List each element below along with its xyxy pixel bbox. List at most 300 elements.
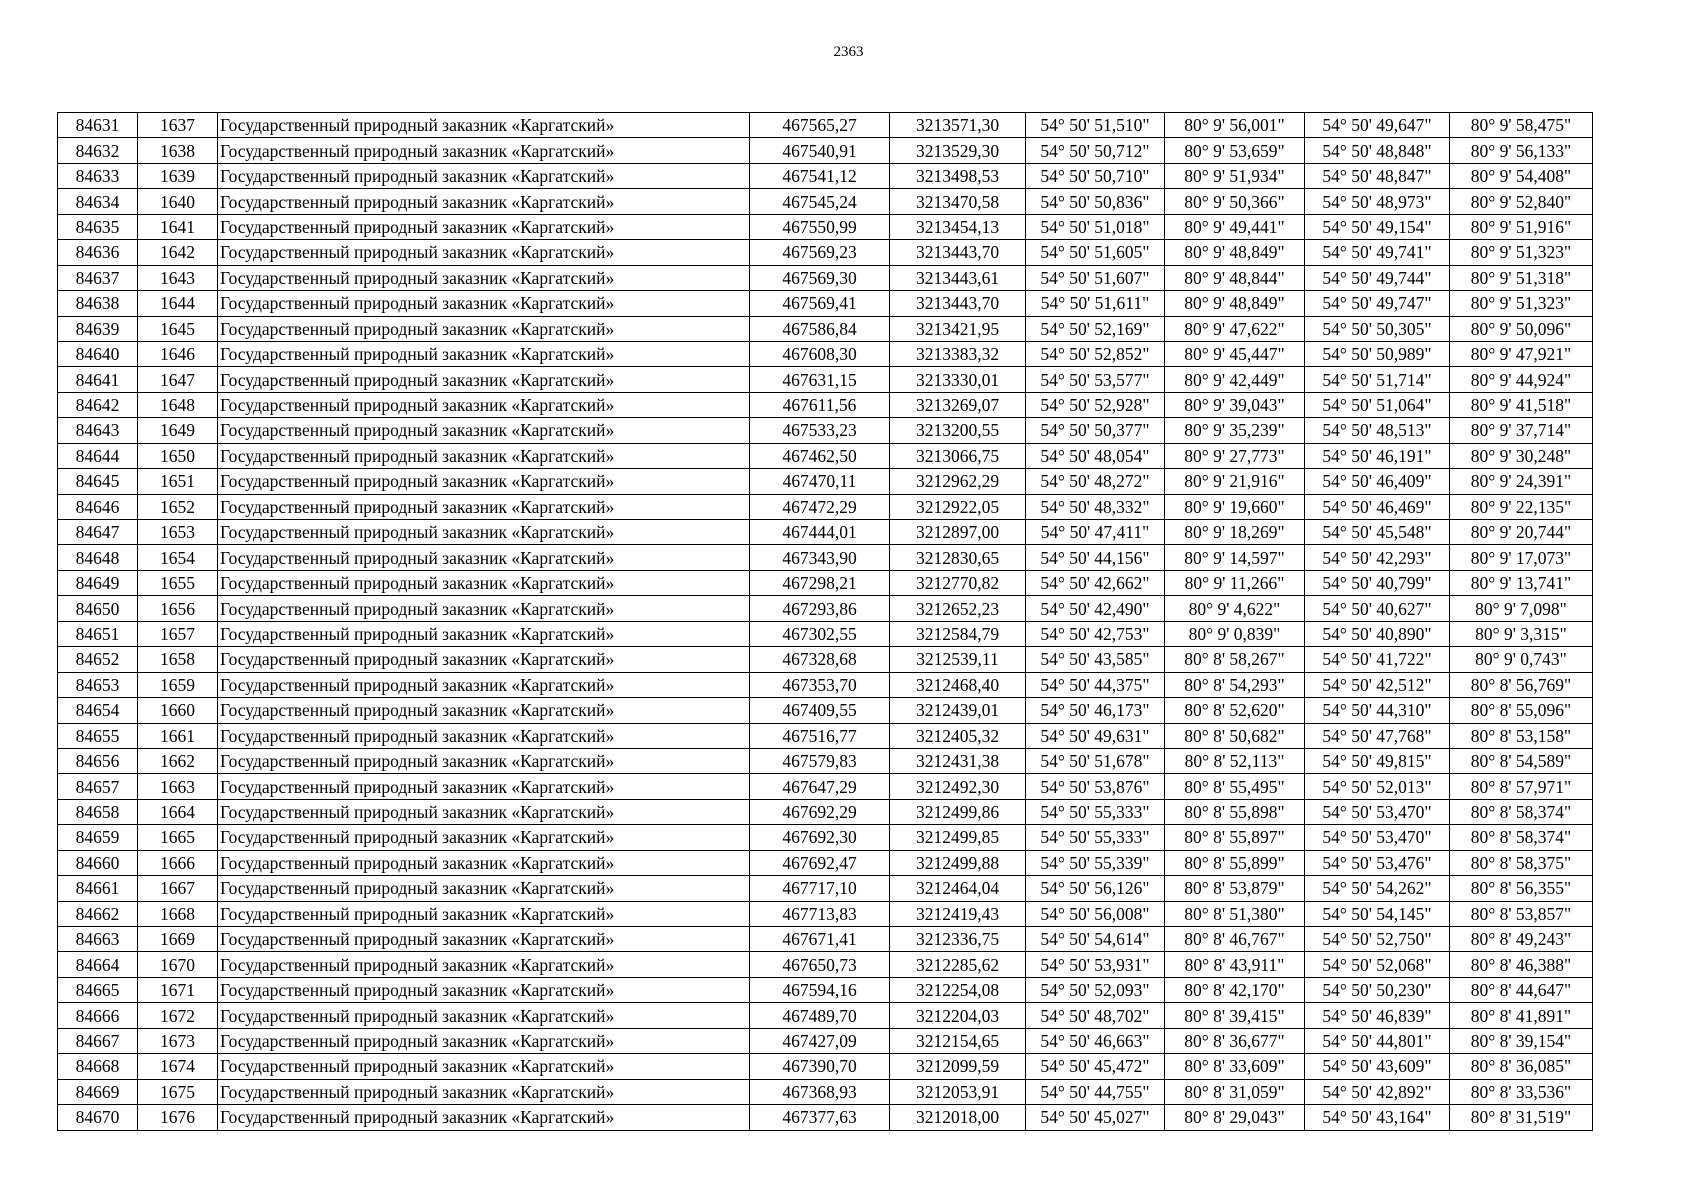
latitude-2-cell: 54° 50' 45,548" bbox=[1305, 520, 1450, 545]
point-number-cell: 1658 bbox=[138, 647, 218, 672]
y-coordinate-cell: 3212539,11 bbox=[890, 647, 1026, 672]
longitude-2-cell: 80° 8' 41,891" bbox=[1450, 1003, 1593, 1028]
object-name-cell: Государственный природный заказник «Каргатский» bbox=[218, 1003, 750, 1028]
longitude-1-cell: 80° 9' 48,844" bbox=[1165, 265, 1305, 290]
y-coordinate-cell: 3212053,91 bbox=[890, 1079, 1026, 1104]
row-number-cell: 84646 bbox=[58, 494, 138, 519]
object-name-cell: Государственный природный заказник «Каргатский» bbox=[218, 1054, 750, 1079]
longitude-1-cell: 80° 9' 45,447" bbox=[1165, 341, 1305, 366]
row-number-cell: 84640 bbox=[58, 341, 138, 366]
longitude-1-cell: 80° 9' 4,622" bbox=[1165, 596, 1305, 621]
row-number-cell: 84662 bbox=[58, 901, 138, 926]
table-row bbox=[58, 138, 1593, 163]
latitude-1-cell: 54° 50' 56,126" bbox=[1026, 876, 1165, 901]
point-number-cell: 1642 bbox=[138, 240, 218, 265]
table-row bbox=[58, 799, 1593, 824]
x-coordinate-cell: 467540,91 bbox=[750, 138, 890, 163]
x-coordinate-cell: 467462,50 bbox=[750, 443, 890, 468]
longitude-1-cell: 80° 8' 42,170" bbox=[1165, 977, 1305, 1002]
point-number-cell: 1638 bbox=[138, 138, 218, 163]
longitude-1-cell: 80° 8' 55,899" bbox=[1165, 850, 1305, 875]
row-number-cell: 84650 bbox=[58, 596, 138, 621]
table-row bbox=[58, 748, 1593, 773]
point-number-cell: 1673 bbox=[138, 1028, 218, 1053]
object-name-cell: Государственный природный заказник «Каргатский» bbox=[218, 952, 750, 977]
longitude-1-cell: 80° 8' 53,879" bbox=[1165, 876, 1305, 901]
row-number-cell: 84647 bbox=[58, 520, 138, 545]
table-row bbox=[58, 672, 1593, 697]
latitude-2-cell: 54° 50' 40,890" bbox=[1305, 621, 1450, 646]
y-coordinate-cell: 3212405,32 bbox=[890, 723, 1026, 748]
latitude-1-cell: 54° 50' 42,662" bbox=[1026, 570, 1165, 595]
y-coordinate-cell: 3212336,75 bbox=[890, 927, 1026, 952]
y-coordinate-cell: 3213443,70 bbox=[890, 240, 1026, 265]
table-row bbox=[58, 545, 1593, 570]
object-name-cell: Государственный природный заказник «Каргатский» bbox=[218, 494, 750, 519]
y-coordinate-cell: 3213443,70 bbox=[890, 291, 1026, 316]
row-number-cell: 84645 bbox=[58, 469, 138, 494]
y-coordinate-cell: 3213421,95 bbox=[890, 316, 1026, 341]
longitude-1-cell: 80° 8' 39,415" bbox=[1165, 1003, 1305, 1028]
table-row bbox=[58, 723, 1593, 748]
longitude-1-cell: 80° 9' 27,773" bbox=[1165, 443, 1305, 468]
point-number-cell: 1665 bbox=[138, 825, 218, 850]
object-name-cell: Государственный природный заказник «Каргатский» bbox=[218, 698, 750, 723]
longitude-1-cell: 80° 9' 47,622" bbox=[1165, 316, 1305, 341]
object-name-cell: Государственный природный заказник «Каргатский» bbox=[218, 672, 750, 697]
latitude-1-cell: 54° 50' 45,472" bbox=[1026, 1054, 1165, 1079]
latitude-2-cell: 54° 50' 47,768" bbox=[1305, 723, 1450, 748]
latitude-1-cell: 54° 50' 53,876" bbox=[1026, 774, 1165, 799]
object-name-cell: Государственный природный заказник «Каргатский» bbox=[218, 1028, 750, 1053]
longitude-2-cell: 80° 9' 20,744" bbox=[1450, 520, 1593, 545]
point-number-cell: 1675 bbox=[138, 1079, 218, 1104]
longitude-1-cell: 80° 8' 31,059" bbox=[1165, 1079, 1305, 1104]
row-number-cell: 84652 bbox=[58, 647, 138, 672]
point-number-cell: 1645 bbox=[138, 316, 218, 341]
longitude-1-cell: 80° 8' 55,898" bbox=[1165, 799, 1305, 824]
table-row bbox=[58, 901, 1593, 926]
x-coordinate-cell: 467353,70 bbox=[750, 672, 890, 697]
table-row bbox=[58, 570, 1593, 595]
x-coordinate-cell: 467611,56 bbox=[750, 392, 890, 417]
row-number-cell: 84651 bbox=[58, 621, 138, 646]
row-number-cell: 84670 bbox=[58, 1105, 138, 1130]
longitude-2-cell: 80° 8' 58,374" bbox=[1450, 799, 1593, 824]
object-name-cell: Государственный природный заказник «Каргатский» bbox=[218, 214, 750, 239]
table-row bbox=[58, 316, 1593, 341]
point-number-cell: 1647 bbox=[138, 367, 218, 392]
longitude-1-cell: 80° 8' 29,043" bbox=[1165, 1105, 1305, 1130]
latitude-2-cell: 54° 50' 53,476" bbox=[1305, 850, 1450, 875]
longitude-2-cell: 80° 8' 49,243" bbox=[1450, 927, 1593, 952]
table-row bbox=[58, 520, 1593, 545]
object-name-cell: Государственный природный заказник «Каргатский» bbox=[218, 825, 750, 850]
longitude-2-cell: 80° 8' 55,096" bbox=[1450, 698, 1593, 723]
latitude-1-cell: 54° 50' 52,928" bbox=[1026, 392, 1165, 417]
object-name-cell: Государственный природный заказник «Каргатский» bbox=[218, 520, 750, 545]
latitude-1-cell: 54° 50' 46,663" bbox=[1026, 1028, 1165, 1053]
table-row bbox=[58, 774, 1593, 799]
table-row bbox=[58, 494, 1593, 519]
longitude-2-cell: 80° 8' 54,589" bbox=[1450, 748, 1593, 773]
object-name-cell: Государственный природный заказник «Каргатский» bbox=[218, 977, 750, 1002]
latitude-2-cell: 54° 50' 42,512" bbox=[1305, 672, 1450, 697]
latitude-1-cell: 54° 50' 45,027" bbox=[1026, 1105, 1165, 1130]
latitude-2-cell: 54° 50' 53,470" bbox=[1305, 825, 1450, 850]
object-name-cell: Государственный природный заказник «Каргатский» bbox=[218, 265, 750, 290]
row-number-cell: 84657 bbox=[58, 774, 138, 799]
point-number-cell: 1651 bbox=[138, 469, 218, 494]
y-coordinate-cell: 3212897,00 bbox=[890, 520, 1026, 545]
x-coordinate-cell: 467579,83 bbox=[750, 748, 890, 773]
row-number-cell: 84656 bbox=[58, 748, 138, 773]
table-row bbox=[58, 469, 1593, 494]
y-coordinate-cell: 3212285,62 bbox=[890, 952, 1026, 977]
table-row bbox=[58, 825, 1593, 850]
object-name-cell: Государственный природный заказник «Каргатский» bbox=[218, 367, 750, 392]
latitude-2-cell: 54° 50' 46,839" bbox=[1305, 1003, 1450, 1028]
row-number-cell: 84649 bbox=[58, 570, 138, 595]
object-name-cell: Государственный природный заказник «Каргатский» bbox=[218, 341, 750, 366]
y-coordinate-cell: 3212830,65 bbox=[890, 545, 1026, 570]
longitude-2-cell: 80° 8' 58,374" bbox=[1450, 825, 1593, 850]
table-row bbox=[58, 240, 1593, 265]
x-coordinate-cell: 467470,11 bbox=[750, 469, 890, 494]
y-coordinate-cell: 3212018,00 bbox=[890, 1105, 1026, 1130]
point-number-cell: 1643 bbox=[138, 265, 218, 290]
longitude-1-cell: 80° 9' 49,441" bbox=[1165, 214, 1305, 239]
longitude-2-cell: 80° 9' 13,741" bbox=[1450, 570, 1593, 595]
longitude-2-cell: 80° 8' 58,375" bbox=[1450, 850, 1593, 875]
table-row bbox=[58, 291, 1593, 316]
x-coordinate-cell: 467472,29 bbox=[750, 494, 890, 519]
x-coordinate-cell: 467569,23 bbox=[750, 240, 890, 265]
object-name-cell: Государственный природный заказник «Каргатский» bbox=[218, 291, 750, 316]
point-number-cell: 1674 bbox=[138, 1054, 218, 1079]
point-number-cell: 1660 bbox=[138, 698, 218, 723]
point-number-cell: 1668 bbox=[138, 901, 218, 926]
object-name-cell: Государственный природный заказник «Каргатский» bbox=[218, 189, 750, 214]
y-coordinate-cell: 3212492,30 bbox=[890, 774, 1026, 799]
table-row bbox=[58, 1105, 1593, 1130]
object-name-cell: Государственный природный заказник «Каргатский» bbox=[218, 392, 750, 417]
x-coordinate-cell: 467343,90 bbox=[750, 545, 890, 570]
longitude-2-cell: 80° 9' 50,096" bbox=[1450, 316, 1593, 341]
latitude-2-cell: 54° 50' 42,293" bbox=[1305, 545, 1450, 570]
object-name-cell: Государственный природный заказник «Каргатский» bbox=[218, 163, 750, 188]
longitude-1-cell: 80° 9' 50,366" bbox=[1165, 189, 1305, 214]
object-name-cell: Государственный природный заказник «Каргатский» bbox=[218, 774, 750, 799]
row-number-cell: 84648 bbox=[58, 545, 138, 570]
row-number-cell: 84639 bbox=[58, 316, 138, 341]
x-coordinate-cell: 467444,01 bbox=[750, 520, 890, 545]
x-coordinate-cell: 467516,77 bbox=[750, 723, 890, 748]
x-coordinate-cell: 467293,86 bbox=[750, 596, 890, 621]
latitude-2-cell: 54° 50' 44,801" bbox=[1305, 1028, 1450, 1053]
latitude-1-cell: 54° 50' 44,375" bbox=[1026, 672, 1165, 697]
x-coordinate-cell: 467608,30 bbox=[750, 341, 890, 366]
latitude-1-cell: 54° 50' 42,753" bbox=[1026, 621, 1165, 646]
latitude-1-cell: 54° 50' 43,585" bbox=[1026, 647, 1165, 672]
longitude-1-cell: 80° 9' 11,266" bbox=[1165, 570, 1305, 595]
longitude-2-cell: 80° 9' 51,323" bbox=[1450, 240, 1593, 265]
x-coordinate-cell: 467409,55 bbox=[750, 698, 890, 723]
longitude-2-cell: 80° 8' 46,388" bbox=[1450, 952, 1593, 977]
x-coordinate-cell: 467717,10 bbox=[750, 876, 890, 901]
table-row bbox=[58, 927, 1593, 952]
longitude-1-cell: 80° 8' 51,380" bbox=[1165, 901, 1305, 926]
object-name-cell: Государственный природный заказник «Каргатский» bbox=[218, 570, 750, 595]
x-coordinate-cell: 467368,93 bbox=[750, 1079, 890, 1104]
table-row bbox=[58, 113, 1593, 138]
x-coordinate-cell: 467541,12 bbox=[750, 163, 890, 188]
row-number-cell: 84668 bbox=[58, 1054, 138, 1079]
latitude-1-cell: 54° 50' 44,156" bbox=[1026, 545, 1165, 570]
table-row bbox=[58, 265, 1593, 290]
point-number-cell: 1648 bbox=[138, 392, 218, 417]
point-number-cell: 1653 bbox=[138, 520, 218, 545]
x-coordinate-cell: 467647,29 bbox=[750, 774, 890, 799]
latitude-2-cell: 54° 50' 49,741" bbox=[1305, 240, 1450, 265]
point-number-cell: 1667 bbox=[138, 876, 218, 901]
latitude-2-cell: 54° 50' 40,627" bbox=[1305, 596, 1450, 621]
row-number-cell: 84654 bbox=[58, 698, 138, 723]
x-coordinate-cell: 467377,63 bbox=[750, 1105, 890, 1130]
y-coordinate-cell: 3213200,55 bbox=[890, 418, 1026, 443]
latitude-1-cell: 54° 50' 52,169" bbox=[1026, 316, 1165, 341]
row-number-cell: 84659 bbox=[58, 825, 138, 850]
x-coordinate-cell: 467565,27 bbox=[750, 113, 890, 138]
longitude-1-cell: 80° 9' 48,849" bbox=[1165, 291, 1305, 316]
latitude-2-cell: 54° 50' 50,989" bbox=[1305, 341, 1450, 366]
object-name-cell: Государственный природный заказник «Каргатский» bbox=[218, 545, 750, 570]
x-coordinate-cell: 467427,09 bbox=[750, 1028, 890, 1053]
longitude-1-cell: 80° 8' 55,897" bbox=[1165, 825, 1305, 850]
table-row bbox=[58, 977, 1593, 1002]
longitude-2-cell: 80° 9' 52,840" bbox=[1450, 189, 1593, 214]
longitude-1-cell: 80° 8' 46,767" bbox=[1165, 927, 1305, 952]
latitude-1-cell: 54° 50' 46,173" bbox=[1026, 698, 1165, 723]
object-name-cell: Государственный природный заказник «Каргатский» bbox=[218, 850, 750, 875]
y-coordinate-cell: 3213443,61 bbox=[890, 265, 1026, 290]
y-coordinate-cell: 3212499,86 bbox=[890, 799, 1026, 824]
latitude-2-cell: 54° 50' 52,013" bbox=[1305, 774, 1450, 799]
longitude-1-cell: 80° 9' 35,239" bbox=[1165, 418, 1305, 443]
latitude-2-cell: 54° 50' 53,470" bbox=[1305, 799, 1450, 824]
longitude-1-cell: 80° 9' 39,043" bbox=[1165, 392, 1305, 417]
y-coordinate-cell: 3212439,01 bbox=[890, 698, 1026, 723]
longitude-2-cell: 80° 8' 33,536" bbox=[1450, 1079, 1593, 1104]
latitude-2-cell: 54° 50' 49,647" bbox=[1305, 113, 1450, 138]
latitude-2-cell: 54° 50' 49,744" bbox=[1305, 265, 1450, 290]
longitude-2-cell: 80° 8' 53,857" bbox=[1450, 901, 1593, 926]
y-coordinate-cell: 3213498,53 bbox=[890, 163, 1026, 188]
longitude-2-cell: 80° 9' 51,916" bbox=[1450, 214, 1593, 239]
x-coordinate-cell: 467692,29 bbox=[750, 799, 890, 824]
longitude-1-cell: 80° 9' 0,839" bbox=[1165, 621, 1305, 646]
object-name-cell: Государственный природный заказник «Каргатский» bbox=[218, 927, 750, 952]
x-coordinate-cell: 467489,70 bbox=[750, 1003, 890, 1028]
latitude-2-cell: 54° 50' 52,750" bbox=[1305, 927, 1450, 952]
longitude-1-cell: 80° 8' 54,293" bbox=[1165, 672, 1305, 697]
y-coordinate-cell: 3212652,23 bbox=[890, 596, 1026, 621]
point-number-cell: 1676 bbox=[138, 1105, 218, 1130]
latitude-1-cell: 54° 50' 51,018" bbox=[1026, 214, 1165, 239]
latitude-2-cell: 54° 50' 48,513" bbox=[1305, 418, 1450, 443]
table-row bbox=[58, 698, 1593, 723]
y-coordinate-cell: 3212419,43 bbox=[890, 901, 1026, 926]
latitude-2-cell: 54° 50' 49,747" bbox=[1305, 291, 1450, 316]
object-name-cell: Государственный природный заказник «Каргатский» bbox=[218, 469, 750, 494]
longitude-2-cell: 80° 8' 56,355" bbox=[1450, 876, 1593, 901]
latitude-1-cell: 54° 50' 50,710" bbox=[1026, 163, 1165, 188]
longitude-2-cell: 80° 9' 24,391" bbox=[1450, 469, 1593, 494]
row-number-cell: 84666 bbox=[58, 1003, 138, 1028]
longitude-2-cell: 80° 8' 31,519" bbox=[1450, 1105, 1593, 1130]
object-name-cell: Государственный природный заказник «Каргатский» bbox=[218, 1105, 750, 1130]
point-number-cell: 1655 bbox=[138, 570, 218, 595]
row-number-cell: 84660 bbox=[58, 850, 138, 875]
table-row bbox=[58, 443, 1593, 468]
point-number-cell: 1640 bbox=[138, 189, 218, 214]
latitude-2-cell: 54° 50' 41,722" bbox=[1305, 647, 1450, 672]
y-coordinate-cell: 3212499,88 bbox=[890, 850, 1026, 875]
latitude-2-cell: 54° 50' 51,064" bbox=[1305, 392, 1450, 417]
x-coordinate-cell: 467390,70 bbox=[750, 1054, 890, 1079]
latitude-1-cell: 54° 50' 50,836" bbox=[1026, 189, 1165, 214]
point-number-cell: 1654 bbox=[138, 545, 218, 570]
longitude-1-cell: 80° 8' 55,495" bbox=[1165, 774, 1305, 799]
object-name-cell: Государственный природный заказник «Каргатский» bbox=[218, 647, 750, 672]
longitude-1-cell: 80° 9' 42,449" bbox=[1165, 367, 1305, 392]
point-number-cell: 1639 bbox=[138, 163, 218, 188]
table-row bbox=[58, 952, 1593, 977]
table-row bbox=[58, 1054, 1593, 1079]
longitude-1-cell: 80° 9' 51,934" bbox=[1165, 163, 1305, 188]
x-coordinate-cell: 467692,47 bbox=[750, 850, 890, 875]
longitude-2-cell: 80° 9' 51,323" bbox=[1450, 291, 1593, 316]
row-number-cell: 84632 bbox=[58, 138, 138, 163]
table-row bbox=[58, 163, 1593, 188]
point-number-cell: 1657 bbox=[138, 621, 218, 646]
longitude-2-cell: 80° 8' 56,769" bbox=[1450, 672, 1593, 697]
y-coordinate-cell: 3212468,40 bbox=[890, 672, 1026, 697]
point-number-cell: 1661 bbox=[138, 723, 218, 748]
latitude-1-cell: 54° 50' 52,093" bbox=[1026, 977, 1165, 1002]
latitude-2-cell: 54° 50' 46,409" bbox=[1305, 469, 1450, 494]
latitude-2-cell: 54° 50' 51,714" bbox=[1305, 367, 1450, 392]
point-number-cell: 1659 bbox=[138, 672, 218, 697]
longitude-1-cell: 80° 8' 33,609" bbox=[1165, 1054, 1305, 1079]
longitude-2-cell: 80° 9' 7,098" bbox=[1450, 596, 1593, 621]
table-row bbox=[58, 1003, 1593, 1028]
longitude-1-cell: 80° 8' 52,620" bbox=[1165, 698, 1305, 723]
point-number-cell: 1669 bbox=[138, 927, 218, 952]
y-coordinate-cell: 3212962,29 bbox=[890, 469, 1026, 494]
longitude-1-cell: 80° 8' 52,113" bbox=[1165, 748, 1305, 773]
latitude-1-cell: 54° 50' 51,607" bbox=[1026, 265, 1165, 290]
longitude-2-cell: 80° 9' 44,924" bbox=[1450, 367, 1593, 392]
row-number-cell: 84653 bbox=[58, 672, 138, 697]
point-number-cell: 1644 bbox=[138, 291, 218, 316]
latitude-1-cell: 54° 50' 50,377" bbox=[1026, 418, 1165, 443]
longitude-1-cell: 80° 9' 14,597" bbox=[1165, 545, 1305, 570]
latitude-1-cell: 54° 50' 51,678" bbox=[1026, 748, 1165, 773]
row-number-cell: 84634 bbox=[58, 189, 138, 214]
latitude-1-cell: 54° 50' 48,332" bbox=[1026, 494, 1165, 519]
object-name-cell: Государственный природный заказник «Каргатский» bbox=[218, 138, 750, 163]
table-row bbox=[58, 1028, 1593, 1053]
longitude-2-cell: 80° 9' 0,743" bbox=[1450, 647, 1593, 672]
table-row bbox=[58, 214, 1593, 239]
longitude-2-cell: 80° 9' 3,315" bbox=[1450, 621, 1593, 646]
latitude-2-cell: 54° 50' 40,799" bbox=[1305, 570, 1450, 595]
row-number-cell: 84658 bbox=[58, 799, 138, 824]
latitude-1-cell: 54° 50' 53,931" bbox=[1026, 952, 1165, 977]
object-name-cell: Государственный природный заказник «Каргатский» bbox=[218, 418, 750, 443]
y-coordinate-cell: 3212922,05 bbox=[890, 494, 1026, 519]
row-number-cell: 84642 bbox=[58, 392, 138, 417]
object-name-cell: Государственный природный заказник «Каргатский» bbox=[218, 621, 750, 646]
y-coordinate-cell: 3213529,30 bbox=[890, 138, 1026, 163]
row-number-cell: 84663 bbox=[58, 927, 138, 952]
longitude-2-cell: 80° 9' 47,921" bbox=[1450, 341, 1593, 366]
longitude-2-cell: 80° 8' 39,154" bbox=[1450, 1028, 1593, 1053]
table-row bbox=[58, 418, 1593, 443]
x-coordinate-cell: 467713,83 bbox=[750, 901, 890, 926]
y-coordinate-cell: 3212204,03 bbox=[890, 1003, 1026, 1028]
longitude-2-cell: 80° 9' 41,518" bbox=[1450, 392, 1593, 417]
latitude-1-cell: 54° 50' 44,755" bbox=[1026, 1079, 1165, 1104]
latitude-2-cell: 54° 50' 49,815" bbox=[1305, 748, 1450, 773]
row-number-cell: 84631 bbox=[58, 113, 138, 138]
x-coordinate-cell: 467328,68 bbox=[750, 647, 890, 672]
longitude-1-cell: 80° 9' 48,849" bbox=[1165, 240, 1305, 265]
x-coordinate-cell: 467550,99 bbox=[750, 214, 890, 239]
row-number-cell: 84667 bbox=[58, 1028, 138, 1053]
x-coordinate-cell: 467586,84 bbox=[750, 316, 890, 341]
longitude-2-cell: 80° 9' 58,475" bbox=[1450, 113, 1593, 138]
longitude-1-cell: 80° 9' 53,659" bbox=[1165, 138, 1305, 163]
latitude-1-cell: 54° 50' 42,490" bbox=[1026, 596, 1165, 621]
row-number-cell: 84635 bbox=[58, 214, 138, 239]
latitude-1-cell: 54° 50' 48,272" bbox=[1026, 469, 1165, 494]
longitude-2-cell: 80° 9' 54,408" bbox=[1450, 163, 1593, 188]
latitude-2-cell: 54° 50' 54,262" bbox=[1305, 876, 1450, 901]
x-coordinate-cell: 467631,15 bbox=[750, 367, 890, 392]
y-coordinate-cell: 3213454,13 bbox=[890, 214, 1026, 239]
y-coordinate-cell: 3213066,75 bbox=[890, 443, 1026, 468]
latitude-2-cell: 54° 50' 46,469" bbox=[1305, 494, 1450, 519]
x-coordinate-cell: 467650,73 bbox=[750, 952, 890, 977]
point-number-cell: 1646 bbox=[138, 341, 218, 366]
point-number-cell: 1671 bbox=[138, 977, 218, 1002]
x-coordinate-cell: 467594,16 bbox=[750, 977, 890, 1002]
longitude-2-cell: 80° 8' 36,085" bbox=[1450, 1054, 1593, 1079]
x-coordinate-cell: 467692,30 bbox=[750, 825, 890, 850]
point-number-cell: 1672 bbox=[138, 1003, 218, 1028]
longitude-2-cell: 80° 9' 17,073" bbox=[1450, 545, 1593, 570]
latitude-1-cell: 54° 50' 49,631" bbox=[1026, 723, 1165, 748]
y-coordinate-cell: 3212154,65 bbox=[890, 1028, 1026, 1053]
point-number-cell: 1662 bbox=[138, 748, 218, 773]
longitude-1-cell: 80° 8' 58,267" bbox=[1165, 647, 1305, 672]
row-number-cell: 84643 bbox=[58, 418, 138, 443]
object-name-cell: Государственный природный заказник «Каргатский» bbox=[218, 443, 750, 468]
table-row bbox=[58, 341, 1593, 366]
latitude-2-cell: 54° 50' 43,164" bbox=[1305, 1105, 1450, 1130]
